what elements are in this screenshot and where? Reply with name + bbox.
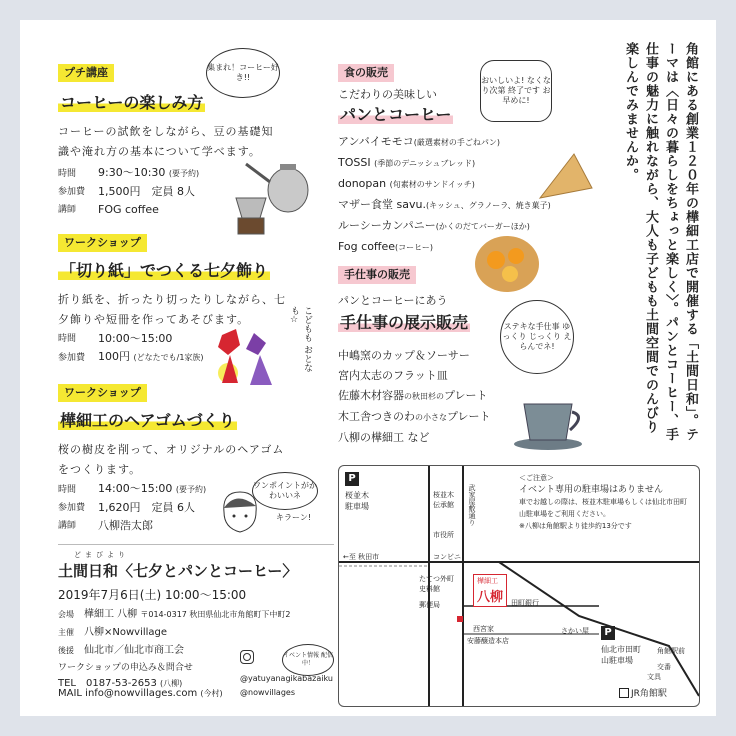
hairtie-time-note: (要予約) <box>175 485 207 494</box>
food-item-1-note: (厳選素材の手ごねパン) <box>413 138 501 147</box>
contact-mail-note: (今村) <box>200 689 223 698</box>
hairtie-time-key: 時間 <box>58 484 77 495</box>
coffee-row-fee <box>58 183 199 201</box>
shop-marker-name: 八柳 <box>477 590 504 605</box>
kirigami-details <box>58 330 204 367</box>
hairtie-title-text: 樺細工のヘアゴムづくり <box>60 411 235 430</box>
event-title: 土間日和〈七夕とパンとコーヒー〉 <box>58 562 298 580</box>
shop-location-pin <box>457 616 463 622</box>
map-parking1: 桜並木駐車場 <box>345 491 369 511</box>
event-ruby: どまびより <box>74 551 129 559</box>
map-label-bukeyashiki: 武家屋敷通り <box>468 484 476 526</box>
kirigami-fee-value <box>98 348 204 367</box>
tanabata-decoration-illustration <box>210 325 290 391</box>
sns-bubble: イベント情報 配信中！ <box>282 644 334 676</box>
sns-handle-2[interactable]: @nowvillages <box>240 688 295 697</box>
parking-icon-2: P <box>601 626 615 640</box>
hairtie-row-time <box>58 480 206 499</box>
craft-item-5-tail: など <box>407 431 430 444</box>
map-label-tatetsu: たてつ外町 <box>419 575 454 583</box>
map-label-sakaiya: さかい屋 <box>561 627 589 635</box>
map-station: JR角館駅 <box>631 689 667 699</box>
event-venue-address: 〒014-0317 秋田県仙北市角館町下中町2 <box>140 610 291 619</box>
craft-item-2: 宮内太志のフラット皿 <box>338 369 448 382</box>
map-notice-detail: 車でお越しの際は、桜並木駐車場もしくは仙北市田町山駐車場をご利用ください。 <box>519 498 687 518</box>
food-item-2-name: TOSSI <box>338 156 371 169</box>
map-label-sakuranamiki: 桜並木 <box>433 491 454 499</box>
food-item-6-name: Fog coffee <box>338 240 396 253</box>
contact-heading: ワークショップの申込み＆問合せ <box>58 663 193 673</box>
food-item-3 <box>338 174 551 195</box>
coffee-title <box>58 90 205 113</box>
event-venue-text: 樺細工 八柳 <box>84 609 138 620</box>
contact-mail[interactable] <box>58 688 223 699</box>
map-notice-heading: ＜ご注意＞ <box>519 474 554 482</box>
craft-item-3-name: 佐藤木材容器 <box>338 389 404 402</box>
event-support-value: 仙北市／仙北市商工会 <box>84 645 184 656</box>
event-details <box>58 606 291 660</box>
sns-handle-1[interactable]: @yatuyanagikabazaiku <box>240 674 333 683</box>
pastry-illustration <box>534 148 596 208</box>
hairtie-row-fee <box>58 499 206 517</box>
food-subtitle: こだわりの美味しい <box>338 88 437 101</box>
craft-item-4-tail: プレート <box>447 410 491 423</box>
bread-illustration <box>472 232 542 296</box>
event-row-venue <box>58 606 291 624</box>
map-parking2: 仙北市田町山駐車場 <box>601 645 641 665</box>
food-item-2 <box>338 153 551 174</box>
food-item-4-name: マザー食堂 savu. <box>338 198 426 211</box>
instagram-lens <box>243 653 251 661</box>
coffee-fee-value: 1,500円 定員 8人 <box>98 185 195 198</box>
coffee-details <box>58 164 199 219</box>
map-label-cityhall: 市役所 <box>433 531 454 539</box>
food-item-2-note: (季節のデニッシュブレッド) <box>374 159 476 168</box>
kirigami-fee-note: (どなたでも/1家族) <box>133 353 204 362</box>
craft-subtitle: パンとコーヒーにあう <box>338 294 448 307</box>
coffee-badge: プチ講座 <box>58 64 114 82</box>
coffee-bubble: 集まれ！コーヒー好き!! <box>206 48 280 98</box>
craft-list <box>338 346 491 448</box>
food-item-1 <box>338 132 551 153</box>
event-row-support <box>58 642 291 660</box>
kirigami-row-fee <box>58 348 204 367</box>
craft-item-4-name: 木工舎つきのわ <box>338 410 415 423</box>
map-label-shiryokan: 史料館 <box>419 585 440 593</box>
map-label-post: 郵便局 <box>419 601 440 609</box>
event-organizer-value: 八柳×Nowvillage <box>84 627 168 638</box>
event-venue-key: 会場 <box>58 610 74 619</box>
girl-face-illustration <box>216 488 262 538</box>
coffee-title-text: コーヒーの楽しみ方 <box>60 93 204 112</box>
hairtie-desc: 桜の樹皮を削って、オリジナルのヘアゴムをつくります。 <box>58 443 285 476</box>
map-label-akita: ←至 秋田市 <box>343 553 380 561</box>
kirigami-time-value: 10:00〜15:00 <box>98 332 173 345</box>
map-notice-walk: ※八柳は角館駅より徒歩約13分です <box>519 522 632 530</box>
parking-icon-1: P <box>345 472 359 486</box>
event-organizer-key: 主催 <box>58 628 74 637</box>
craft-title-text: 手仕事の展示販売 <box>340 313 469 332</box>
food-title <box>338 102 453 125</box>
kirigami-row-time <box>58 330 204 348</box>
food-item-3-name: donopan <box>338 177 387 190</box>
food-item-6-note: (コーヒー) <box>395 243 433 252</box>
event-date: 2019年7月6日(土) 10:00〜15:00 <box>58 588 247 602</box>
coffee-kettle-illustration <box>226 148 318 238</box>
map-label-ando: 安藤醸造本店 <box>467 637 509 645</box>
flyer <box>20 20 716 716</box>
access-map[interactable] <box>338 465 700 707</box>
craft-item-4 <box>338 407 491 428</box>
food-item-4 <box>338 195 551 216</box>
cup-illustration <box>510 390 590 452</box>
craft-item-1: 中嶋窯のカップ＆ソーサー <box>338 349 470 362</box>
left-divider <box>58 544 334 545</box>
shop-marker-sub: 樺細工 <box>477 577 498 585</box>
contact-tel <box>58 674 182 689</box>
coffee-fee-key: 参加費 <box>58 187 86 197</box>
food-item-4-note: (キッシュ、グラノーラ、焼き菓子) <box>425 201 551 210</box>
hairtie-row-lecturer <box>58 517 206 535</box>
hairtie-time-text: 14:00〜15:00 <box>98 482 173 495</box>
hairtie-kira-text: キラーン! <box>276 513 312 522</box>
hairtie-time-value <box>98 480 206 499</box>
craft-item-5 <box>338 428 491 448</box>
coffee-row-time <box>58 164 199 183</box>
kirigami-title-text: 「切り紙」でつくる七夕飾り <box>60 261 269 280</box>
food-item-3-note: (旬素材のサンドイッチ) <box>389 180 475 189</box>
kirigami-badge: ワークショップ <box>58 234 147 252</box>
food-item-5-name: ルーシーカンパニー <box>338 219 436 232</box>
hairtie-badge: ワークショップ <box>58 384 147 402</box>
craft-item-5-name: 八柳の樺細工 <box>338 431 404 444</box>
hairtie-fee-key: 参加費 <box>58 503 86 513</box>
contact-tel-note: (八柳) <box>160 679 183 688</box>
coffee-lecturer-value: FOG coffee <box>98 203 159 216</box>
craft-item-3-note: の秋田杉の <box>404 392 444 401</box>
food-title-text: パンとコーヒー <box>340 105 452 124</box>
hairtie-fee-value: 1,620円 定員 6人 <box>98 501 195 514</box>
kirigami-title <box>58 258 270 281</box>
hairtie-lecturer-key: 講師 <box>58 521 77 531</box>
coffee-time-note: (要予約) <box>168 169 200 178</box>
kirigami-fee-text: 100円 <box>98 350 130 363</box>
coffee-row-lecturer <box>58 201 199 219</box>
craft-item-4-note: の小さな <box>415 413 447 422</box>
food-bubble: おいしいよ! なくなり次第 終了です お早めに! <box>480 60 552 122</box>
kirigami-side-note: こどもも おとなも☆ <box>289 306 312 372</box>
contact-tel-text: TEL 0187-53-2653 <box>58 678 157 689</box>
map-label-denshokan: 伝承館 <box>433 501 454 509</box>
coffee-time-value <box>98 164 199 183</box>
event-support-key: 後援 <box>58 646 74 655</box>
intro-text: 角館にある創業１２０年の樺細工店で開催する「土間日和」。テーマは〈日々の暮らしをちょっと楽しく〉。パンとコーヒー、手仕事の魅力に触れながら、大人も子どもも土間空間でのんびり楽しんでみませんか。 <box>623 42 698 442</box>
hairtie-bubble: ワンポイントがかわいいネ <box>252 472 318 510</box>
hairtie-lecturer-value: 八柳浩太郎 <box>98 519 153 532</box>
map-label-bank: 田町銀行 <box>511 599 539 607</box>
contact-mail-text[interactable]: MAIL info@nowvillages.com <box>58 688 198 699</box>
kirigami-time-key: 時間 <box>58 334 77 344</box>
hairtie-title <box>58 408 237 431</box>
event-row-organizer <box>58 624 291 642</box>
craft-title <box>338 310 470 333</box>
event-venue-value <box>84 606 291 624</box>
kirigami-desc: 折り紙を、折ったり切ったりしながら、七夕飾りや短冊を作ってあそびます。 <box>58 293 286 326</box>
coffee-desc: コーヒーの試飲をしながら、豆の基礎知識や淹れ方の基本について学べます。 <box>58 125 274 158</box>
shop-marker[interactable] <box>473 574 507 607</box>
coffee-lecturer-key: 講師 <box>58 205 77 215</box>
train-station-icon <box>619 688 629 698</box>
map-notice-main: イベント専用の駐車場はありません <box>519 485 664 495</box>
food-item-1-name: アンバイモモコ <box>338 135 414 148</box>
craft-bubble: ステキな手仕事 ゆっくり じっくり えらんでネ! <box>500 300 574 374</box>
map-notice <box>519 472 693 532</box>
food-item-5-note: (かくのだてバーガーほか) <box>435 222 530 231</box>
map-label-conveni: コンビニ <box>433 553 461 561</box>
instagram-icon[interactable] <box>240 650 254 664</box>
map-label-nishinomiya: 西宮家 <box>473 625 494 633</box>
coffee-time-key: 時間 <box>58 168 77 179</box>
craft-item-3-tail: プレート <box>444 389 488 402</box>
craft-item-3 <box>338 386 491 407</box>
hairtie-details <box>58 480 206 535</box>
food-badge: 食の販売 <box>338 64 394 82</box>
coffee-time-text: 9:30〜10:30 <box>98 166 166 179</box>
map-label-station-front: 角館駅前 <box>657 647 685 655</box>
craft-badge: 手仕事の販売 <box>338 266 416 284</box>
kirigami-fee-key: 参加費 <box>58 352 86 363</box>
map-label-koban: 交番 <box>657 663 671 671</box>
map-label-bungu: 文具 <box>647 673 661 681</box>
